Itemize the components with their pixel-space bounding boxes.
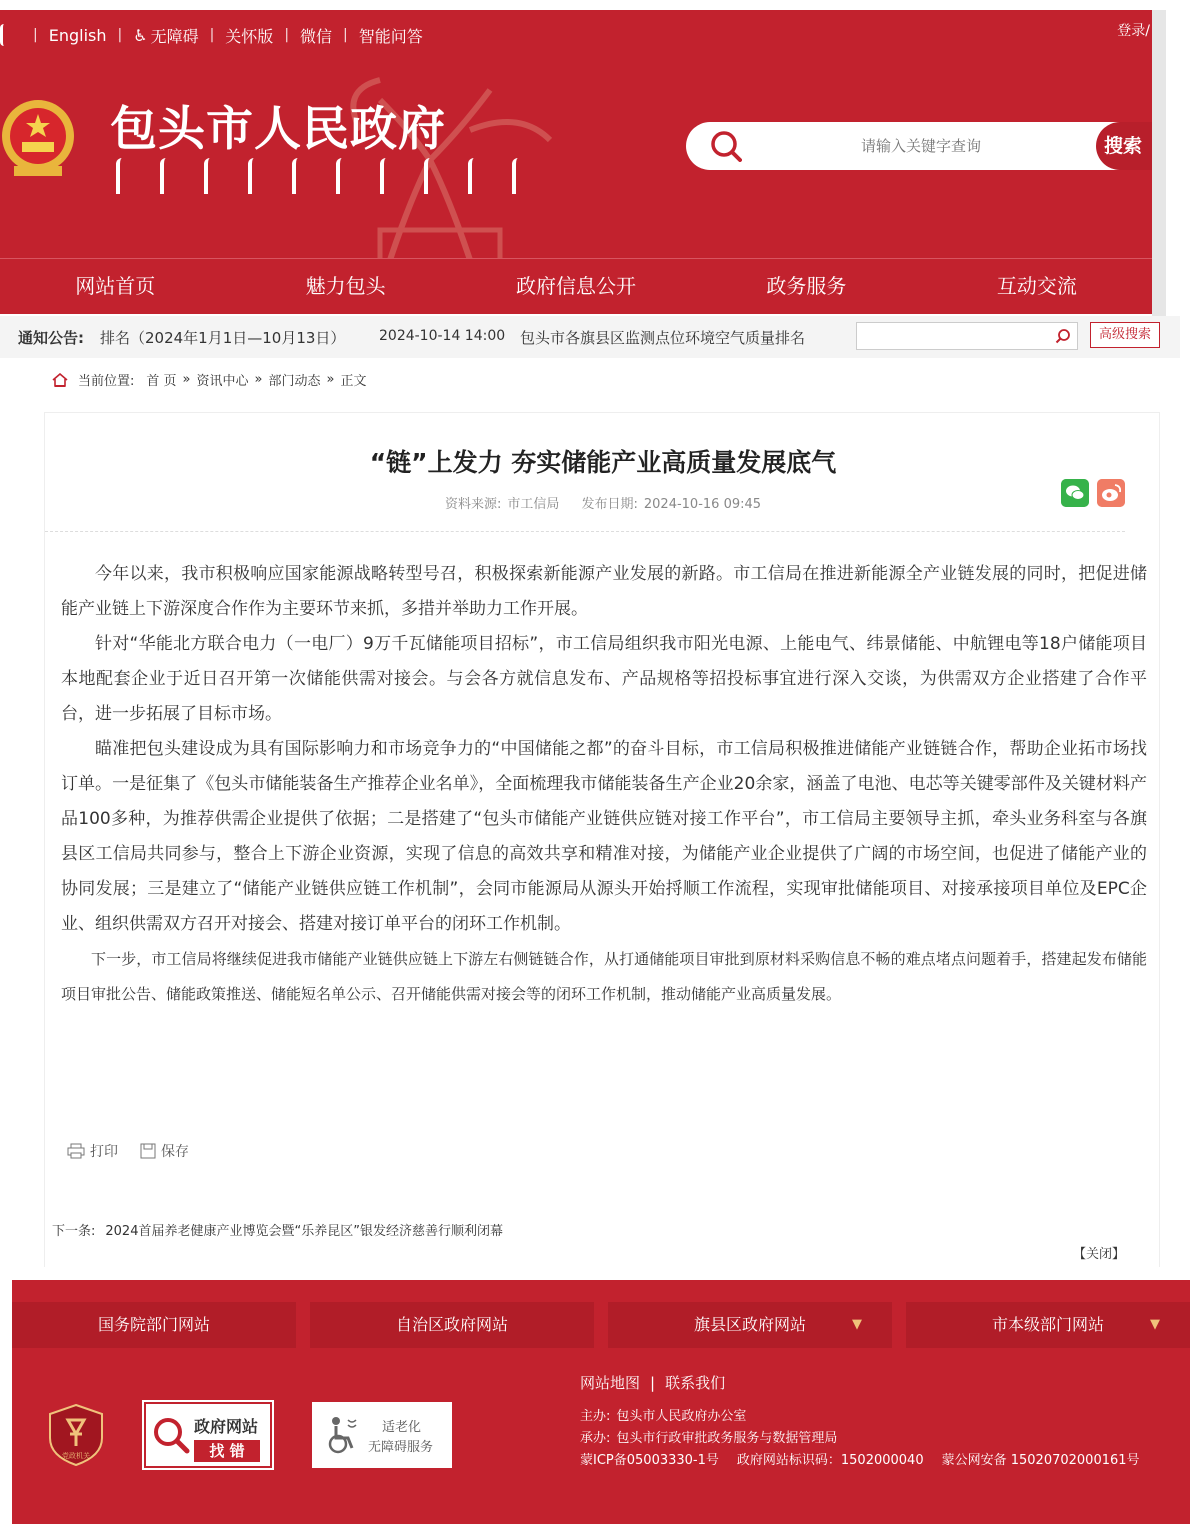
nav-home[interactable]: 网站首页: [75, 274, 156, 298]
breadcrumb-current-label: 当前位置:: [78, 374, 135, 389]
chevron-down-icon: ▼: [852, 1317, 862, 1332]
organizer-row: 承办: 包头市行政审批政务服务与数据管理局: [580, 1431, 838, 1446]
home-icon: [52, 373, 68, 387]
site-search-input[interactable]: [856, 322, 1078, 350]
mongolian-script-icon: [0, 24, 12, 46]
elderly-accessibility-badge[interactable]: 适老化 无障碍服务: [312, 1402, 452, 1468]
wheelchair-icon: [326, 1416, 360, 1454]
next-label: 下一条:: [52, 1224, 96, 1239]
region-gov-sites-tab[interactable]: 自治区政府网站: [310, 1302, 594, 1348]
notice-date: 2024-10-14 14:00: [379, 328, 506, 344]
site-code: 政府网站标识码：1502000040: [736, 1453, 924, 1468]
wheelchair-icon: ♿: [133, 25, 148, 45]
save-button[interactable]: [140, 1141, 189, 1161]
notice-bar: [0, 316, 1180, 358]
police-record-link[interactable]: 蒙公网安备 15020702000161号: [941, 1453, 1140, 1468]
county-gov-sites-tab[interactable]: 旗县区政府网站 ▼: [608, 1302, 892, 1348]
wechat-share-icon[interactable]: [1061, 479, 1089, 507]
accessibility-link[interactable]: [133, 24, 198, 47]
search-button[interactable]: 搜索: [1096, 122, 1152, 170]
party-gov-badge-icon[interactable]: [48, 1404, 104, 1466]
article-paragraph: 今年以来，我市积极响应国家能源战略转型号召，积极探索新能源产业发展的新路。市工信局在推进新能源全产业链发展的同时，把促进储能产业链上下游深度合作作为主要环节来抓，多措并举助力工作开展。: [61, 564, 1147, 619]
site-footer: [12, 1280, 1190, 1524]
accessibility-label: 无障碍: [150, 26, 199, 46]
notice-item[interactable]: 排名（2024年1月1日—10月13日）: [100, 329, 346, 347]
breadcrumb-dept-news[interactable]: 部门动态: [268, 374, 321, 389]
breadcrumb-body: 正文: [340, 374, 367, 389]
login-link[interactable]: 登录/: [1117, 23, 1150, 39]
printer-icon: [67, 1143, 85, 1159]
print-button[interactable]: [67, 1141, 118, 1161]
footer-nav: 网站地图 | 联系我们: [580, 1374, 726, 1392]
divider: [45, 531, 1125, 532]
sponsor-row: 主办: 包头市人民政府办公室: [580, 1409, 747, 1424]
footer-info: [580, 1372, 1140, 1472]
print-label: 打印: [90, 1144, 118, 1160]
breadcrumb-news-center[interactable]: 资讯中心: [196, 374, 249, 389]
save-label: 保存: [161, 1144, 189, 1160]
scrollbar[interactable]: [1152, 10, 1166, 316]
source-value: 市工信局: [507, 497, 560, 512]
article-meta: [45, 493, 1161, 512]
nav-charm-baotou[interactable]: 魅力包头: [305, 274, 386, 298]
gov-site-error-report-badge[interactable]: 政府网站 找 错: [144, 1402, 272, 1468]
top-utility-bar: | English | ♿ 无障碍 | 关怀版 | 微信 | 智能问答: [0, 22, 423, 48]
state-council-sites-tab[interactable]: 国务院部门网站: [12, 1302, 296, 1348]
related-sites: [12, 1302, 1190, 1348]
sitemap-link[interactable]: 网站地图: [580, 1374, 641, 1392]
nav-gov-info[interactable]: 政府信息公开: [516, 274, 637, 298]
nav-gov-service[interactable]: 政务服务: [766, 274, 847, 298]
breadcrumb-home[interactable]: 首 页: [146, 374, 177, 389]
national-emblem-icon: [0, 96, 76, 180]
magnifier-icon: [152, 1416, 190, 1454]
search-icon: [710, 130, 742, 162]
article-panel: [44, 412, 1160, 1267]
date-label: 发布日期:: [581, 497, 638, 512]
notice-label: 通知公告:: [18, 329, 84, 347]
notice-item[interactable]: 包头市各旗县区监测点位环境空气质量排名: [520, 329, 806, 347]
advanced-search-button[interactable]: 高级搜索: [1090, 322, 1160, 348]
elderly-mode-link[interactable]: 关怀版: [225, 26, 274, 46]
save-icon: [140, 1143, 156, 1159]
article-paragraph: 针对“华能北方联合电力（一电厂）9万千瓦储能项目招标”，市工信局组织我市阳光电源、上能电气、纬景储能、中航锂电等18户储能项目本地配套企业于近日召开第一次储能供需对接会。与会各方就信息发布、产品规格等招投标事宜进行深入交谈，为供需双方企业搭建了合作平台，进一步拓展了目标市场。: [61, 634, 1147, 724]
close-button[interactable]: 【关闭】: [1073, 1247, 1126, 1262]
weibo-share-icon[interactable]: [1097, 479, 1125, 507]
search-input[interactable]: [756, 130, 1086, 162]
article-body: [61, 557, 1147, 1012]
next-article-link[interactable]: 2024首届养老健康产业博览会暨“乐养昆区”银发经济慈善行顺利闭幕: [105, 1224, 503, 1239]
article-paragraph: 下一步，市工信局将继续促进我市储能产业链供应链上下游左右侧链链合作，从打通储能项目审批到原材料采购信息不畅的难点堵点问题着手，搭建起发布储能项目审批公告、储能政策推送、储能短名单公示、召开储能供需对接会等的闭环工作机制，推动储能产业高质量发展。: [61, 950, 1147, 1003]
wechat-link[interactable]: 微信: [300, 26, 333, 46]
article-paragraph: 瞄准把包头建设成为具有国际影响力和市场竞争力的“中国储能之都”的奋斗目标，市工信局积极推进储能产业链链合作，帮助企业拓市场找订单。一是征集了《包头市储能装备生产推荐企业名单》，全面梳理我市储能装备生产企业20余家，涵盖了电池、电芯等关键零部件及关键材料产品100多种，为推荐供需企业提供了依据；二是搭建了“包头市储能产业链供应链对接工作平台”，市工信局主要领导主抓，牵头业务科室与各旗县区工信局共同参与，整合上下游企业资源，实现了信息的高效共享和精准对接，为储能产业企业提供了广阔的市场空间，也促进了储能产业的协同发展；三是建立了“储能产业链供应链工作机制”，会同市能源局从源头开始捋顺工作流程，实现审批储能项目、对接承接项目单位及EPC企业、组织供需双方召开对接会、搭建对接订单平台的闭环工作机制。: [61, 739, 1147, 934]
site-title: 包头市人民政府: [110, 102, 446, 157]
breadcrumb: 当前位置: 首 页 » 资讯中心 » 部门动态 » 正文: [52, 370, 366, 389]
main-nav: [0, 258, 1152, 314]
article-tools: [67, 1141, 189, 1161]
source-label: 资料来源:: [444, 497, 502, 512]
smart-qa-link[interactable]: 智能问答: [358, 26, 423, 46]
mongolian-site-title: [116, 158, 528, 194]
registration-row: [580, 1450, 1140, 1472]
date-value: 2024-10-16 09:45: [643, 497, 762, 512]
contact-link[interactable]: 联系我们: [665, 1374, 726, 1392]
site-header: [0, 10, 1152, 258]
nav-interaction[interactable]: 互动交流: [996, 274, 1077, 298]
article-title: “链”上发力 夯实储能产业高质量发展底气: [369, 448, 837, 477]
english-link[interactable]: English: [48, 25, 107, 45]
svg-text:党政机关: 党政机关: [62, 1452, 90, 1460]
chevron-down-icon: ▼: [1150, 1317, 1160, 1332]
next-article: [52, 1220, 503, 1239]
search-icon[interactable]: [1055, 328, 1071, 344]
city-dept-sites-tab[interactable]: 市本级部门网站 ▼: [906, 1302, 1190, 1348]
header-search: [686, 122, 1152, 170]
icp-link[interactable]: 蒙ICP备05003330-1号: [580, 1453, 719, 1468]
